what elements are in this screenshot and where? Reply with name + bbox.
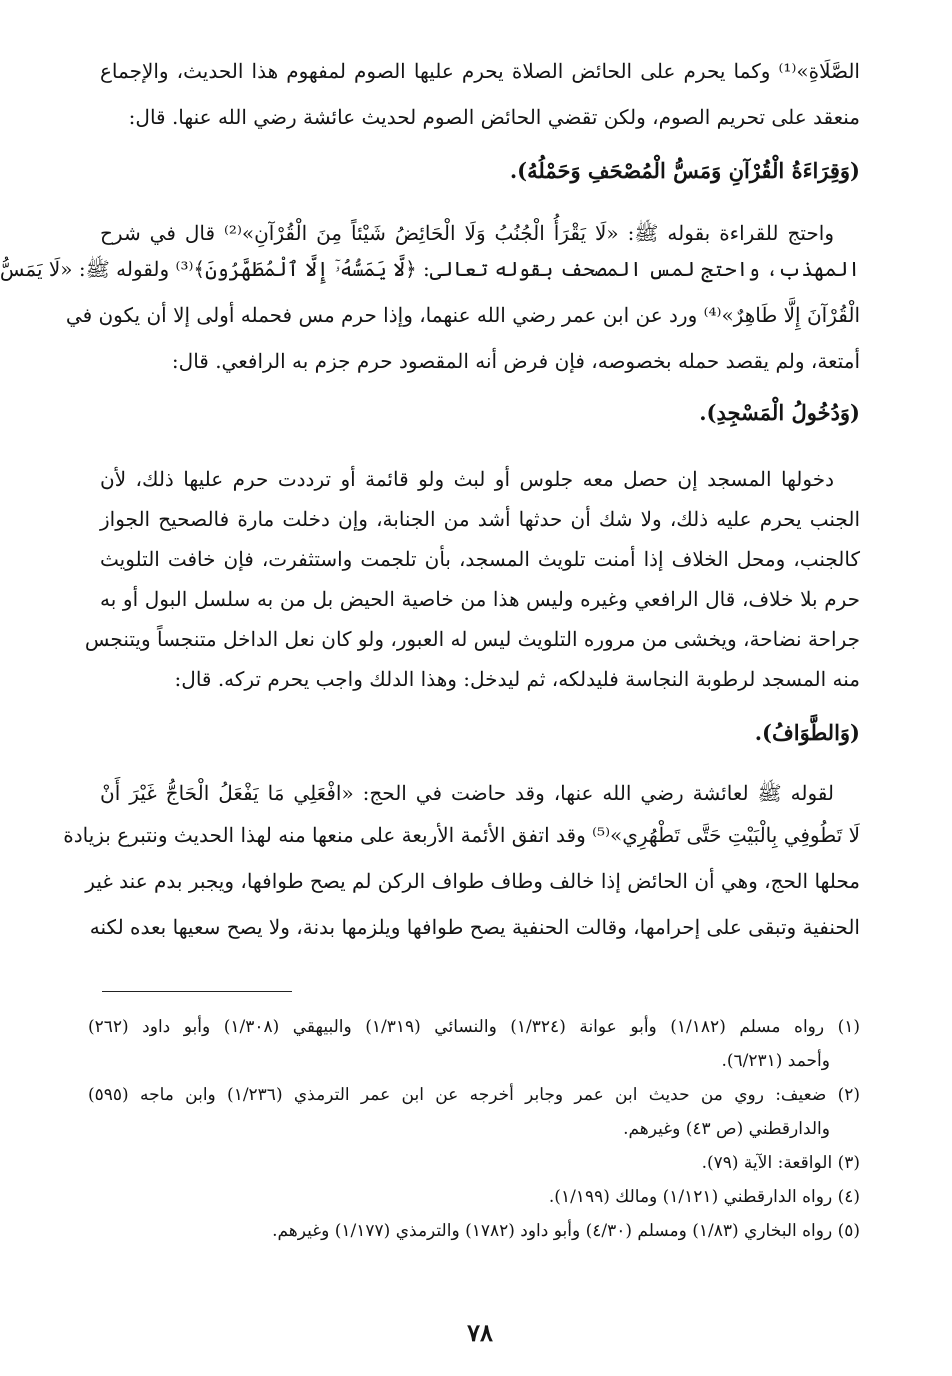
text-line: منعقد على تحريم الصوم، ولكن تقضي الحائض الصوم لحديث عائشة رضي الله عنها. قال: <box>128 105 860 129</box>
text-line: الصَّلَاةِ»⁽¹⁾ وكما يحرم على الحائض الصلاة يحرم عليها الصوم لمفهوم هذا الحديث، والإجماع <box>100 59 860 83</box>
page-number: ٧٨ <box>467 1318 493 1347</box>
text-line: حرم بلا خلاف، قال الرافعي وغيره وليس هذا من خاصية الحيض بل من به سلسل البول أو به <box>100 587 860 611</box>
text-line: دخولها المسجد إن حصل معه جلوس أو لبث ولو قائمة أو ترددت حرم عليها ذلك، لأن <box>100 467 834 491</box>
text-line: الجنب يحرم عليه ذلك، ولا شك أن حدثها أشد من الجنابة، وإن دخلت مارة فالصحيح الجواز <box>100 507 860 531</box>
text-line: منه المسجد لرطوبة النجاسة فليدلكه، ثم ليدخل: وهذا الدلك واجب يحرم تركه. قال: <box>174 667 860 691</box>
footnote-4: (٤) رواه الدارقطني (١/١٢١) ومالك (١/١٩٩). <box>548 1187 860 1207</box>
footnote-2-continuation: والدارقطني (ص ٤٣) وغيرهم. <box>623 1119 830 1139</box>
footnote-1-continuation: وأحمد (٦/٢٣١). <box>721 1051 830 1071</box>
text-line: الْقُرْآنَ إِلَّا طَاهِرٌ»⁽⁴⁾ ورد عن ابن عمر رضي الله عنهما، وإذا حرم مس فحمله أولى إلا أن يكون في <box>65 303 860 327</box>
matn-line: (وَدُخُولُ الْمَسْجِدِ). <box>699 400 860 425</box>
matn-line: (وَقِرَاءَةُ الْقُرْآنِ وَمَسُّ الْمُصْحَفِ وَحَمْلُهُ). <box>509 158 860 183</box>
text-line: لقوله ﷺ لعائشة رضي الله عنها، وقد حاضت في الحج: «افْعَلِي مَا يَفْعَلُ الْحَاجُّ غَيْرَ أَنْ <box>100 781 834 805</box>
text-line: جراحة نضاحة، ويخشى من مروره التلويث ليس له العبور، ولو كان نعل الداخل متنجساً ويتنجس <box>84 627 860 651</box>
footnote-divider <box>102 991 292 992</box>
text-line: أمتعة، ولم يقصد حمله بخصوصه، فإن فرض أنه المقصود حرم جزم به الرافعي. قال: <box>171 349 860 373</box>
footnote-2: (٢) ضعيف: روي من حديث ابن عمر وجابر أخرجه عن ابن عمر الترمذي (١/٢٣٦) وابن ماجه (٥٩٥) <box>88 1085 860 1105</box>
text-line: المهذب، واحتج لمس المصحف بقوله تعالى: ﴿لَّا يَمَسُّهُۥٓ إِلَّا ٱلْمُطَهَّرُونَ﴾⁽³⁾ ولقوله ﷺ: «لَا يَمَسُّ <box>0 257 860 281</box>
footnote-1: (١) رواه مسلم (١/١٨٢) وأبو عوانة (١/٣٢٤) والنسائي (١/٣١٩) والبيهقي (١/٣٠٨) وأبو داود (٢٦٢) <box>88 1017 861 1037</box>
text-line: الحنفية وتبقى على إحرامها، وقالت الحنفية يصح طوافها ويلزمها بدنة، ولا يصح سعيها بعده لكنه <box>89 915 860 939</box>
text-line: كالجنب، ومحل الخلاف إذا أمنت تلويث المسجد، بأن تلجمت واستثفرت، فإن خافت التلويث <box>100 547 860 571</box>
text-line: لَا تَطُوفِي بِالْبَيْتِ حَتَّى تَطْهُرِي»⁽⁵⁾ وقد اتفق الأئمة الأربعة على منعها منه لهذا الحديث ونتبرع بزيادة <box>63 823 860 847</box>
footnote-3: (٣) الواقعة: الآية (٧٩). <box>701 1153 860 1173</box>
text-line: محلها الحج، وهي أن الحائض إذا خالف وطاف طواف الركن لم يصح طوافها، ويجبر بدم عند غير <box>85 869 860 893</box>
matn-line: (وَالطَّوَافُ). <box>754 720 860 745</box>
footnote-5: (٥) رواه البخاري (١/٨٣) ومسلم (٤/٣٠) وأبو داود (١٧٨٢) والترمذي (١/١٧٧) وغيرهم. <box>272 1221 860 1241</box>
text-line: واحتج للقراءة بقوله ﷺ: «لَا يَقْرَأُ الْجُنُبُ وَلَا الْحَائِضُ شَيْئاً مِنَ الْقُرْآنِ»⁽²⁾ قال في شرح <box>100 221 834 245</box>
